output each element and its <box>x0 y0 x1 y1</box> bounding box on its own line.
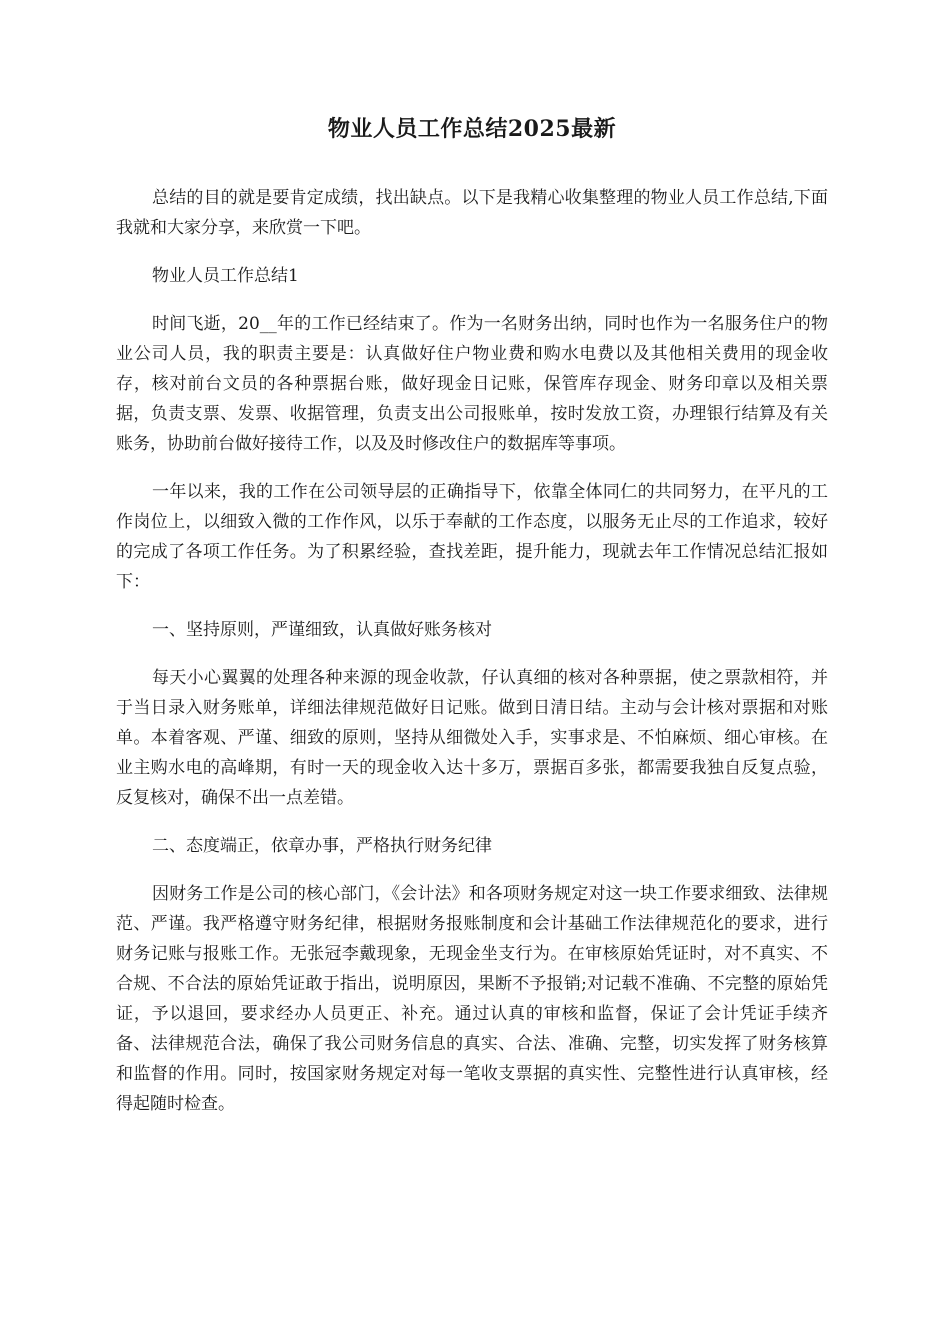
paragraph-duties: 时间飞逝，20__年的工作已经结束了。作为一名财务出纳，同时也作为一名服务住户的物业公司人员，我的职责主要是：认真做好住户物业费和购水电费以及其他相关费用的现金收存，核对前台文员的各种票据台账，做好现金日记账，保管库存现金、财务印章以及相关票据，负责支票、发票、收据管理，负责支出公司报账单，按时发放工资，办理银行结算及有关账务，协助前台做好接待工作，以及及时修改住户的数据库等事项。 <box>116 314 828 454</box>
heading-discipline: 二、态度端正，依章办事，严格执行财务纪律 <box>152 836 492 856</box>
paragraph-financial-discipline: 因财务工作是公司的核心部门，《会计法》和各项财务规定对这一块工作要求细致、法律规范、严谨。我严格遵守财务纪律，根据财务报账制度和会计基础工作法律规范化的要求，进行财务记账与报账工作。无张冠李戴现象，无现金坐支行为。在审核原始凭证时，对不真实、不合规、不合法的原始凭证敢于指出，说明原因，果断不予报销;对记载不准确、不完整的原始凭证，予以退回，要求经办人员更正、补充。通过认真的审核和监督，保证了会计凭证手续齐备、法律规范合法，确保了我公司财务信息的真实、合法、准确、完整，切实发挥了财务核算和监督的作用。同时，按国家财务规定对每一笔收支票据的真实性、完整性进行认真审核，经得起随时检查。 <box>116 884 828 1114</box>
document-page <box>116 112 828 1137</box>
heading-principle: 一、坚持原则，严谨细致，认真做好账务核对 <box>152 620 492 640</box>
paragraph-account-check: 每天小心翼翼的处理各种来源的现金收款，仔认真细的核对各种票据，使之票款相符，并于当日录入财务账单，详细法律规范做好日记账。做到日清日结。主动与会计核对票据和对账单。本着客观、严谨、细致的原则，坚持从细微处入手，实事求是、不怕麻烦、细心审核。在业主购水电的高峰期，有时一天的现金收入达十多万，票据百多张，都需要我独自反复点验，反复核对，确保不出一点差错。 <box>116 668 828 808</box>
intro-paragraph: 总结的目的就是要肯定成绩，找出缺点。以下是我精心收集整理的物业人员工作总结,下面我就和大家分享，来欣赏一下吧。 <box>116 188 828 238</box>
paragraph-overview: 一年以来，我的工作在公司领导层的正确指导下，依靠全体同仁的共同努力，在平凡的工作岗位上，以细致入微的工作作风，以乐于奉献的工作态度，以服务无止尽的工作追求，较好的完成了各项工作任务。为了积累经验，查找差距，提升能力，现就去年工作情况总结汇报如下： <box>116 482 828 592</box>
section-title: 物业人员工作总结1 <box>152 266 299 286</box>
document-title: 物业人员工作总结2025最新 <box>327 116 617 142</box>
